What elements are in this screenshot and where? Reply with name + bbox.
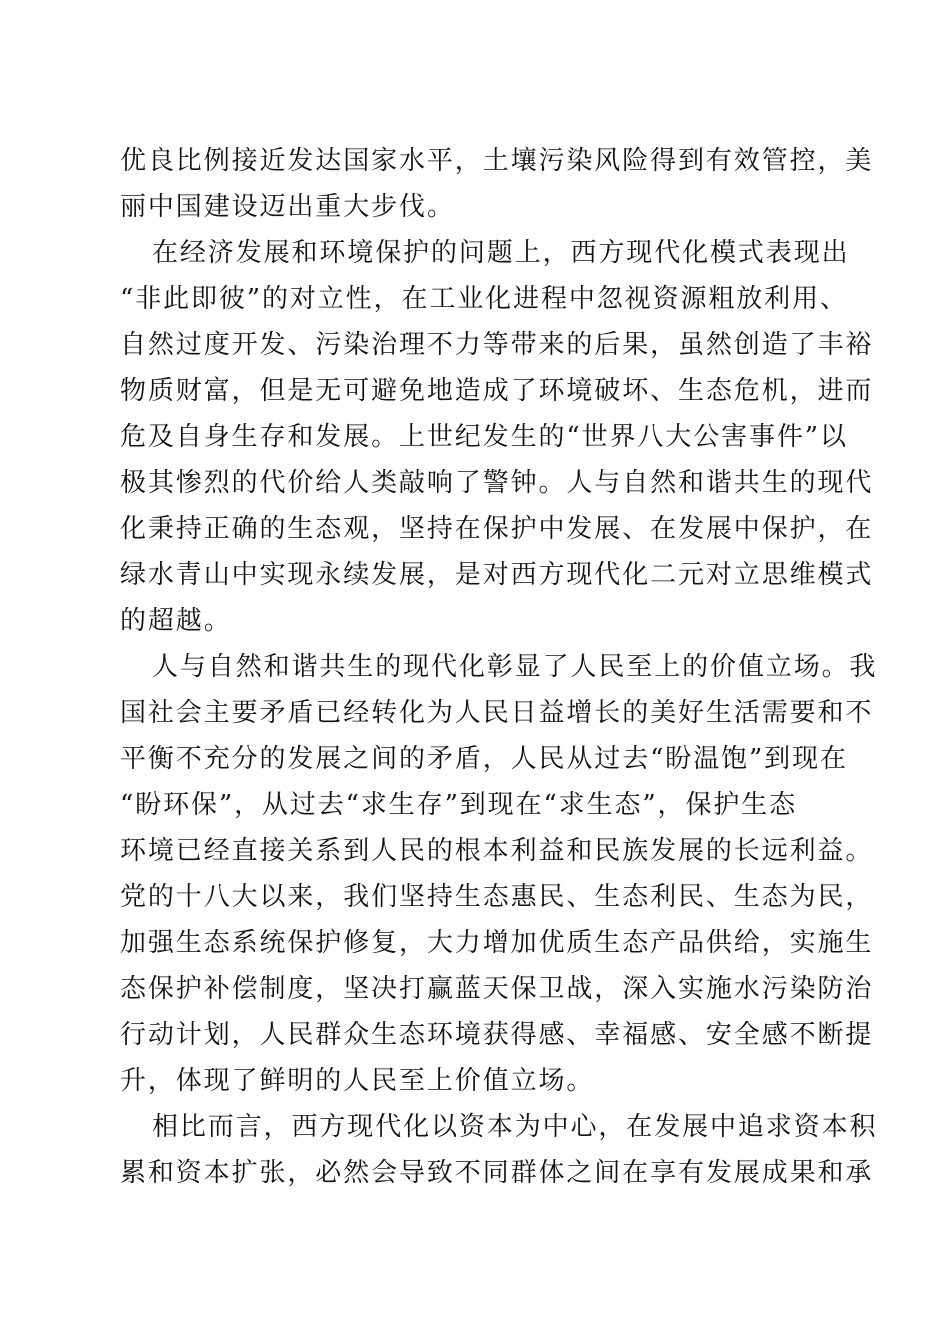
text-line: 国社会主要矛盾已经转化为人民日益增长的美好生活需要和不	[120, 698, 874, 728]
text-line: 行动计划，人民群众生态环境获得感、幸福感、安全感不断提	[120, 1020, 874, 1050]
text-line: 的超越。	[120, 606, 232, 636]
text-line: 加强生态系统保护修复，大力增加优质生态产品供给，实施生	[120, 928, 874, 958]
paragraph-first-line: 人与自然和谐共生的现代化彰显了人民至上的价值立场。我	[152, 652, 878, 682]
text-line: 化秉持正确的生态观，坚持在保护中发展、在发展中保护，在	[120, 514, 874, 544]
text-line: 极其惨烈的代价给人类敲响了警钟。人与自然和谐共生的现代	[120, 468, 874, 498]
text-line: 党的十八大以来，我们坚持生态惠民、生态利民、生态为民，	[120, 882, 874, 912]
text-line: 态保护补偿制度，坚决打赢蓝天保卫战，深入实施水污染防治	[120, 974, 874, 1004]
text-line: 累和资本扩张，必然会导致不同群体之间在享有发展成果和承	[120, 1158, 874, 1188]
text-line: “非此即彼”的对立性，在工业化进程中忽视资源粗放利用、	[120, 284, 848, 314]
text-line: 升，体现了鲜明的人民至上价值立场。	[120, 1066, 595, 1096]
text-line: 优良比例接近发达国家水平，土壤污染风险得到有效管控，美	[120, 146, 874, 176]
text-line: 环境已经直接关系到人民的根本利益和民族发展的长远利益。	[120, 836, 874, 866]
text-line: 物质财富，但是无可避免地造成了环境破坏、生态危机，进而	[120, 376, 874, 406]
paragraph-first-line: 相比而言，西方现代化以资本为中心，在发展中追求资本积	[152, 1112, 878, 1142]
text-line: 危及自身生存和发展。上世纪发生的“世界八大公害事件”以	[120, 422, 848, 452]
text-line: 平衡不充分的发展之间的矛盾，人民从过去“盼温饱”到现在	[120, 744, 848, 774]
text-line: “盼环保”，从过去“求生存”到现在“求生态”，保护生态	[120, 790, 798, 820]
text-line: 自然过度开发、污染治理不力等带来的后果，虽然创造了丰裕	[120, 330, 874, 360]
paragraph-first-line: 在经济发展和环境保护的问题上，西方现代化模式表现出	[152, 238, 850, 268]
text-line: 丽中国建设迈出重大步伐。	[120, 192, 455, 222]
text-line: 绿水青山中实现永续发展，是对西方现代化二元对立思维模式	[120, 560, 874, 590]
